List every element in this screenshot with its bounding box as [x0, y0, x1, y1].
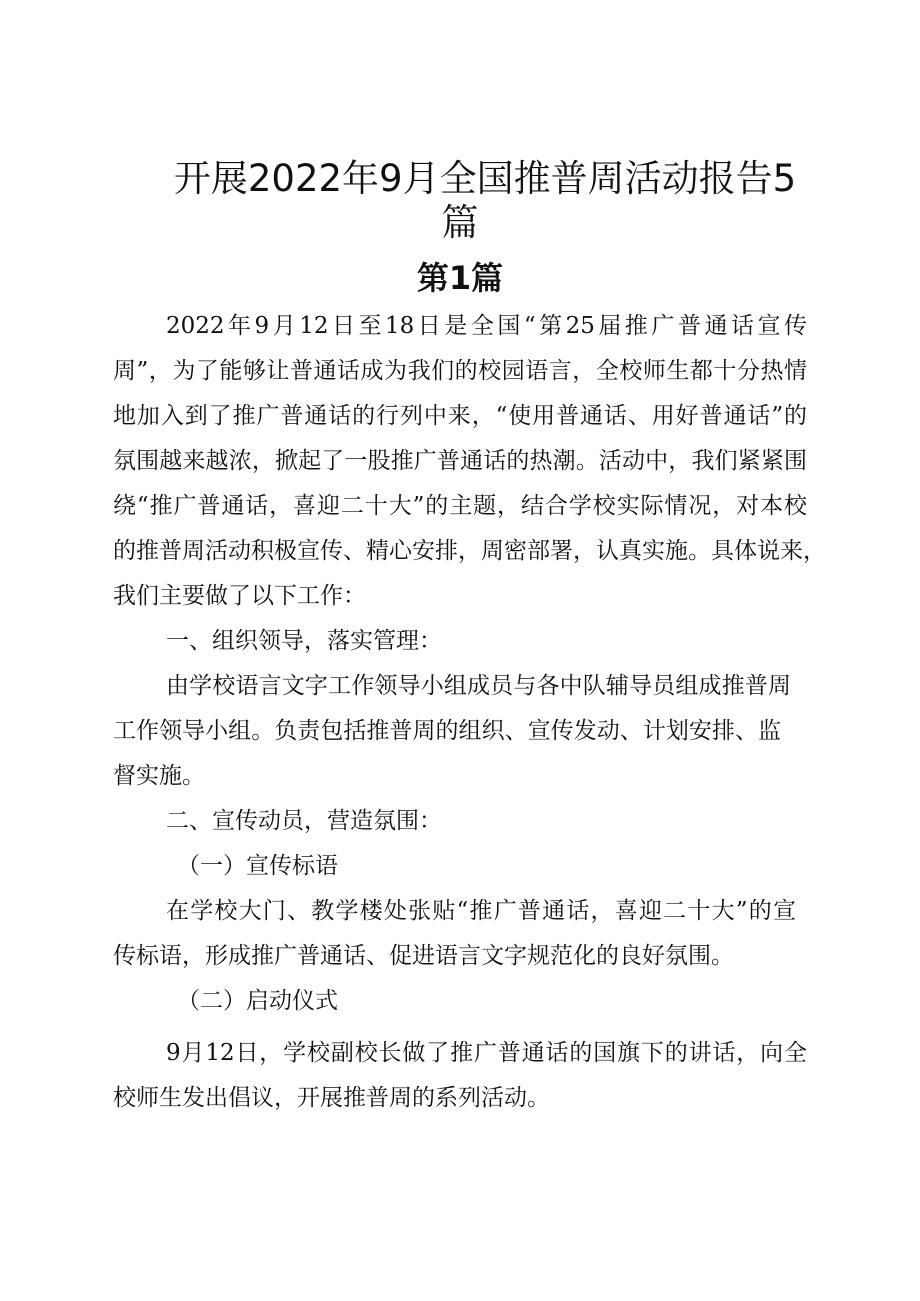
- subheading-slogan: （一）宣传标语: [177, 853, 338, 879]
- section-subtitle: 第1篇: [416, 259, 504, 297]
- document-title-line-2: 篇: [441, 201, 479, 244]
- paragraph-1-line-2: 周”，为了能够让普通话成为我们的校园语言，全校师生都十分热情: [113, 358, 807, 384]
- paragraph-1-line-6: 的推普周活动积极宣传、精心安排，周密部署，认真实施。具体说来，: [113, 538, 826, 564]
- paragraph-1-line-5: 绕“推广普通话，喜迎二十大”的主题，结合学校实际情况，对本校: [113, 493, 807, 519]
- heading-organization: 一、组织领导，落实管理：: [166, 628, 442, 654]
- heading-publicity: 二、宣传动员，营造氛围：: [166, 808, 442, 834]
- paragraph-1-line-7: 我们主要做了以下工作：: [113, 583, 366, 609]
- paragraph-2-line-2: 工作领导小组。负责包括推普周的组织、宣传发动、计划安排、监: [113, 718, 781, 744]
- subheading-ceremony: （二）启动仪式: [177, 988, 338, 1014]
- paragraph-1-line-4: 氛围越来越浓，掀起了一股推广普通话的热潮。活动中，我们紧紧围: [113, 448, 807, 474]
- paragraph-4-line-2: 校师生发出倡议，开展推普周的系列活动。: [113, 1085, 550, 1111]
- paragraph-1-line-3: 地加入到了推广普通话的行列中来，“使用普通话、用好普通话”的: [113, 403, 807, 429]
- document-title-line-1: 开展2022年9月全国推普周活动报告5: [173, 157, 797, 200]
- paragraph-3-line-1: 在学校大门、教学楼处张贴“推广普通话，喜迎二十大”的宣: [166, 898, 796, 924]
- paragraph-2-line-3: 督实施。: [113, 763, 205, 789]
- paragraph-2-line-1: 由学校语言文字工作领导小组成员与各中队辅导员组成推普周: [166, 673, 791, 699]
- paragraph-1-line-1: 2022年9月12日至18日是全国“第25届推广普通话宣传: [166, 313, 807, 339]
- paragraph-4-line-1: 9月12日，学校副校长做了推广普通话的国旗下的讲话，向全: [166, 1040, 807, 1066]
- paragraph-3-line-2: 传标语，形成推广普通话、促进语言文字规范化的良好氛围。: [113, 943, 734, 969]
